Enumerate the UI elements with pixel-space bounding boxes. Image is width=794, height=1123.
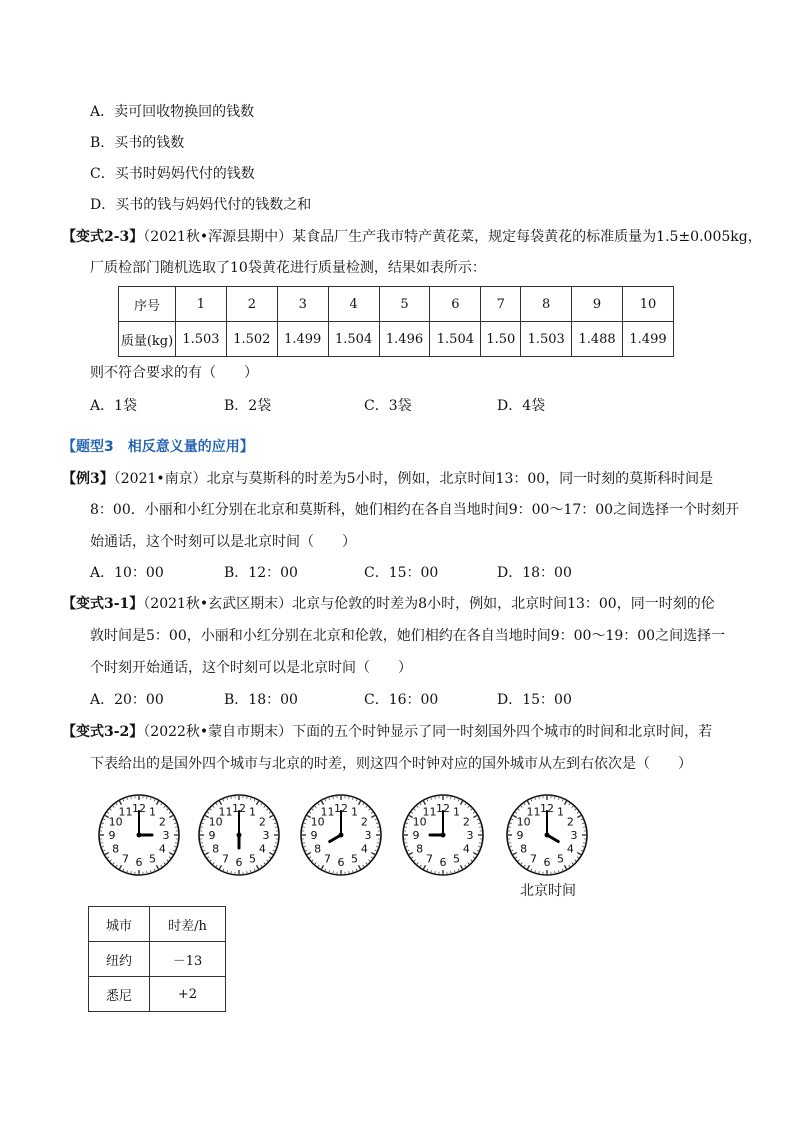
table-cell: 6 (430, 287, 481, 322)
clock-number: 6 (439, 856, 447, 869)
clock-face (504, 792, 590, 878)
clock-face (96, 792, 182, 878)
table-header-cell: 质量(kg) (119, 322, 176, 357)
table-cell: 1.50 (481, 322, 521, 357)
option-b: B．18：00 (224, 692, 298, 708)
clock-number: 4 (360, 842, 368, 856)
clock-number: 4 (566, 842, 574, 856)
clock-number: 3 (262, 829, 270, 842)
table-header-cell: 城市 (89, 907, 150, 942)
clock-number: 3 (466, 829, 474, 842)
table-cell: 9 (572, 287, 623, 322)
clock-number: 1 (557, 805, 564, 819)
option-b: B．买书的钱数 (90, 135, 185, 151)
clock-number: 1 (351, 805, 358, 819)
clock-number: 8 (212, 842, 220, 856)
option-a: A．卖可回收物换回的钱数 (90, 104, 255, 120)
question-tag: 【变式2-3】 (62, 229, 144, 245)
option-c: C．买书时妈妈代付的钱数 (90, 166, 255, 182)
table-cell: 8 (521, 287, 572, 322)
clock-number: 11 (526, 805, 541, 819)
clock-number: 12 (132, 802, 146, 815)
table-cell: 3 (277, 287, 328, 322)
option-c: C．16：00 (364, 692, 439, 708)
table-cell: 1.499 (623, 322, 674, 357)
table-cell: 1.504 (430, 322, 481, 357)
option-b: B．12：00 (224, 565, 298, 581)
question-prompt: 则不符合要求的有（ ） (90, 365, 258, 381)
table-header-cell: 序号 (119, 287, 176, 322)
clock-number: 10 (108, 815, 123, 829)
clock-number: 2 (462, 815, 470, 829)
question-text-line: 厂质检部门随机选取了10袋黄花进行质量检测，结果如表所示： (90, 260, 486, 276)
clock-number: 3 (364, 829, 372, 842)
clock-number: 12 (232, 802, 246, 815)
table-cell: 1 (176, 287, 227, 322)
table-row (89, 942, 226, 977)
option-d: D．18：00 (497, 565, 572, 581)
clock-number: 3 (570, 829, 578, 842)
clock-number: 6 (543, 856, 551, 869)
clock-number: 8 (314, 842, 322, 856)
clock-number: 1 (453, 805, 460, 819)
clock-number: 8 (112, 842, 120, 856)
option-a: A．20：00 (90, 692, 164, 708)
clock-number: 2 (258, 815, 266, 829)
clock-number: 9 (516, 829, 524, 842)
question-tag: 【例3】 (62, 471, 114, 487)
clock-number: 4 (158, 842, 166, 856)
clock-number: 8 (416, 842, 424, 856)
question-text-line: 始通话，这个时刻可以是北京时间（ ） (90, 534, 356, 550)
clock-number: 2 (360, 815, 368, 829)
table-cell: 1.503 (176, 322, 227, 357)
clock-number: 7 (122, 852, 129, 866)
clock-number: 9 (108, 829, 116, 842)
table-row (89, 977, 226, 1012)
section-heading: 【题型3 相反意义量的应用】 (62, 439, 254, 455)
table-header-cell: 时差/h (150, 907, 226, 942)
clock-number: 12 (540, 802, 554, 815)
clock-number: 9 (208, 829, 216, 842)
clock-number: 4 (258, 842, 266, 856)
table-row (119, 287, 674, 322)
option-d: D．15：00 (497, 692, 572, 708)
clock-center (137, 833, 142, 838)
clock-number: 10 (310, 815, 325, 829)
clock-center (441, 833, 446, 838)
table-cell: 1.504 (328, 322, 379, 357)
clock-number: 9 (310, 829, 318, 842)
table-cell: 4 (328, 287, 379, 322)
option-c: C．3袋 (364, 398, 412, 414)
clock-face (298, 792, 384, 878)
table-cell: 5 (379, 287, 430, 322)
clock-face (400, 792, 486, 878)
option-b: B．2袋 (224, 398, 272, 414)
clock-number: 9 (412, 829, 420, 842)
clock-number: 11 (422, 805, 437, 819)
question-text: （2022秋•蒙自市期末）下面的五个时钟显示了同一时刻国外四个城市的时间和北京时间，若 (143, 724, 713, 740)
clock-number: 1 (249, 805, 256, 819)
question-text-line: 下表给出的是国外四个城市与北京的时差，则这四个时钟对应的国外城市从左到右依次是（ ） (90, 756, 692, 772)
clock-center (339, 833, 344, 838)
option-d: D．4袋 (497, 398, 546, 414)
question-3-1 (62, 594, 715, 614)
clock-center (545, 833, 550, 838)
example-3 (62, 469, 713, 489)
beijing-time-label: 北京时间 (520, 883, 576, 899)
table-cell: 悉尼 (89, 977, 150, 1012)
clock-number: 11 (218, 805, 233, 819)
clock-number: 3 (162, 829, 170, 842)
question-text: （2021秋•浑源县期中）某食品厂生产我市特产黄花菜，规定每袋黄花的标准质量为1.5±0.005kg， (143, 229, 762, 245)
table-cell: +2 (150, 977, 226, 1012)
clock-face (196, 792, 282, 878)
question-text-line: 敦时间是5：00，小丽和小红分别在北京和伦敦，她们相约在各自当地时间9：00～19：00之间选择一 (90, 628, 726, 644)
clock-number: 2 (158, 815, 166, 829)
clock-number: 5 (453, 852, 460, 866)
clock-number: 5 (557, 852, 564, 866)
clock-number: 2 (566, 815, 574, 829)
clock-number: 5 (149, 852, 156, 866)
table-row (119, 322, 674, 357)
table-cell: 10 (623, 287, 674, 322)
option-a: A．1袋 (90, 398, 138, 414)
clock-number: 10 (516, 815, 531, 829)
clock-number: 11 (320, 805, 335, 819)
clock-number: 12 (436, 802, 450, 815)
clock-number: 7 (324, 852, 331, 866)
table-cell: 1.499 (277, 322, 328, 357)
question-text: （2021•南京）北京与莫斯科的时差为5小时，例如，北京时间13：00，同一时刻的莫斯科时间是 (113, 471, 714, 487)
table-cell: 1.488 (572, 322, 623, 357)
table-cell: 1.496 (379, 322, 430, 357)
question-tag: 【变式3-1】 (62, 596, 144, 612)
mass-table (118, 286, 674, 357)
clock-number: 7 (222, 852, 229, 866)
clock-number: 5 (351, 852, 358, 866)
clock-number: 8 (520, 842, 528, 856)
table-cell: －13 (150, 942, 226, 977)
clock-center (237, 833, 242, 838)
clock-number: 4 (462, 842, 470, 856)
question-3-2 (62, 722, 712, 742)
question-2-3 (62, 227, 762, 247)
table-row (89, 907, 226, 942)
clock-number: 6 (135, 856, 143, 869)
question-text-line: 8：00．小丽和小红分别在北京和莫斯科，她们相约在各自当地时间9：00～17：00之间选择一个时刻开 (90, 502, 740, 518)
option-a: A．10：00 (90, 565, 164, 581)
table-cell: 1.502 (226, 322, 277, 357)
clock-number: 1 (149, 805, 156, 819)
question-tag: 【变式3-2】 (62, 724, 144, 740)
clock-number: 10 (412, 815, 427, 829)
question-text-line: 个时刻开始通话，这个时刻可以是北京时间（ ） (90, 660, 412, 676)
clock-number: 5 (249, 852, 256, 866)
clock-number: 10 (208, 815, 223, 829)
table-cell: 1.503 (521, 322, 572, 357)
question-text: （2021秋•玄武区期末）北京与伦敦的时差为8小时，例如，北京时间13：00，同一时刻的伦 (143, 596, 715, 612)
table-cell: 纽约 (89, 942, 150, 977)
city-table (88, 906, 226, 1012)
option-c: C．15：00 (364, 565, 439, 581)
clock-number: 11 (118, 805, 133, 819)
table-cell: 7 (481, 287, 521, 322)
clock-number: 7 (426, 852, 433, 866)
clock-number: 6 (235, 856, 243, 869)
option-d: D．买书的钱与妈妈代付的钱数之和 (90, 197, 312, 213)
table-cell: 2 (226, 287, 277, 322)
clock-number: 6 (337, 856, 345, 869)
clock-number: 12 (334, 802, 348, 815)
clock-number: 7 (530, 852, 537, 866)
